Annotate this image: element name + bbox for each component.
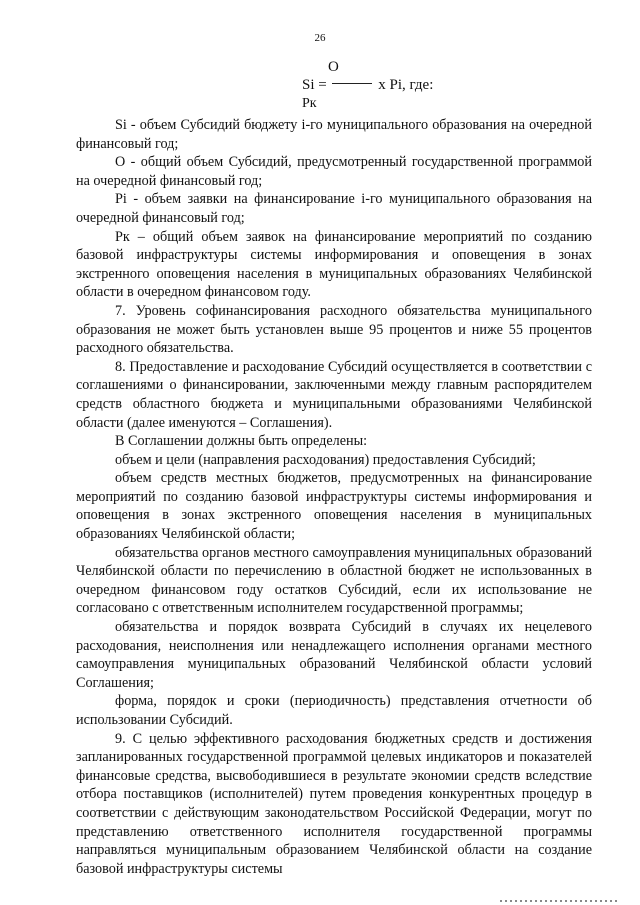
paragraph: обязательства и порядок возврата Субсидий в случаях их нецелевого расходования, неисполнения или ненадлежащего исполнения органами местного самоуправления муниципальных образований Челябинской области условий Соглашения; [76,619,592,691]
formula-numerator: O [328,59,339,75]
paragraph: 9. С целью эффективного расходования бюджетных средств и достижения запланированных государственной программой целевых индикаторов и показателей финансовые средства, высвободившиеся в результате экономии средств вследствие отбора поставщиков (исполнителей) путем проведения конкурентных процедур в соответствии с действующим законодательством Российской Федерации, могут по представлению ответственного исполнителя государственной программы направляться муниципальным образованием Челябинской области на создание базовой инфраструктуры системы [76,730,592,877]
scan-artifact [500,900,620,902]
formula-main-line [302,76,433,95]
paragraph: 7. Уровень софинансирования расходного обязательства муниципального образования не может быть установлен выше 95 процентов и ниже 55 процентов расходного обязательства. [76,302,592,357]
paragraph: объем и цели (направления расходования) предоставления Субсидий; [115,451,536,468]
paragraph: В Соглашении должны быть определены: [115,433,368,450]
formula-lhs: Si = [302,77,327,93]
paragraph: О - общий объем Субсидий, предусмотренный государственной программой на очередной финансовый год; [76,154,592,189]
paragraph: Pi - объем заявки на финансирование i-го муниципального образования на очередной финансовый год; [76,191,592,226]
formula-rhs: x Pi, где: [378,77,434,93]
paragraph: объем средств местных бюджетов, предусмотренных на финансирование мероприятий по созданию базовой инфраструктуры системы информирования и оповещения в зонах экстренного оповещения населения в муниципальных образованиях Челябинской области; [76,470,592,543]
paragraph: 8. Предоставление и расходование Субсидий осуществляется в соответствии с соглашениями о финансировании, заключенными между главным распорядителем средств областного бюджета и муниципальными образованиями Челябинской области (далее именуются – Соглашения). [76,358,592,431]
document-body [76,116,592,878]
fraction-bar [332,83,372,84]
paragraph: форма, порядок и сроки (периодичность) представления отчетности об использовании Субсидий. [76,693,592,728]
formula-denominator: Pк [302,96,317,111]
formula [250,58,434,114]
paragraph: Si - объем Субсидий бюджету i-го муниципального образования на очередной финансовый год; [76,117,592,152]
page-number: 26 [314,32,326,44]
paragraph: обязательства органов местного самоуправления муниципальных образований Челябинской области по перечислению в областной бюджет не использованных в очередном финансовом году остатков Субсидий, если их использование не согласовано с ответственным исполнителем государственной программы; [76,544,592,617]
paragraph: Pк – общий объем заявок на финансирование мероприятий по созданию базовой инфраструктуры системы информирования и оповещения в зонах экстренного оповещения населения в муниципальных образованиях Челябинской области в очередном финансовом году. [76,228,592,301]
